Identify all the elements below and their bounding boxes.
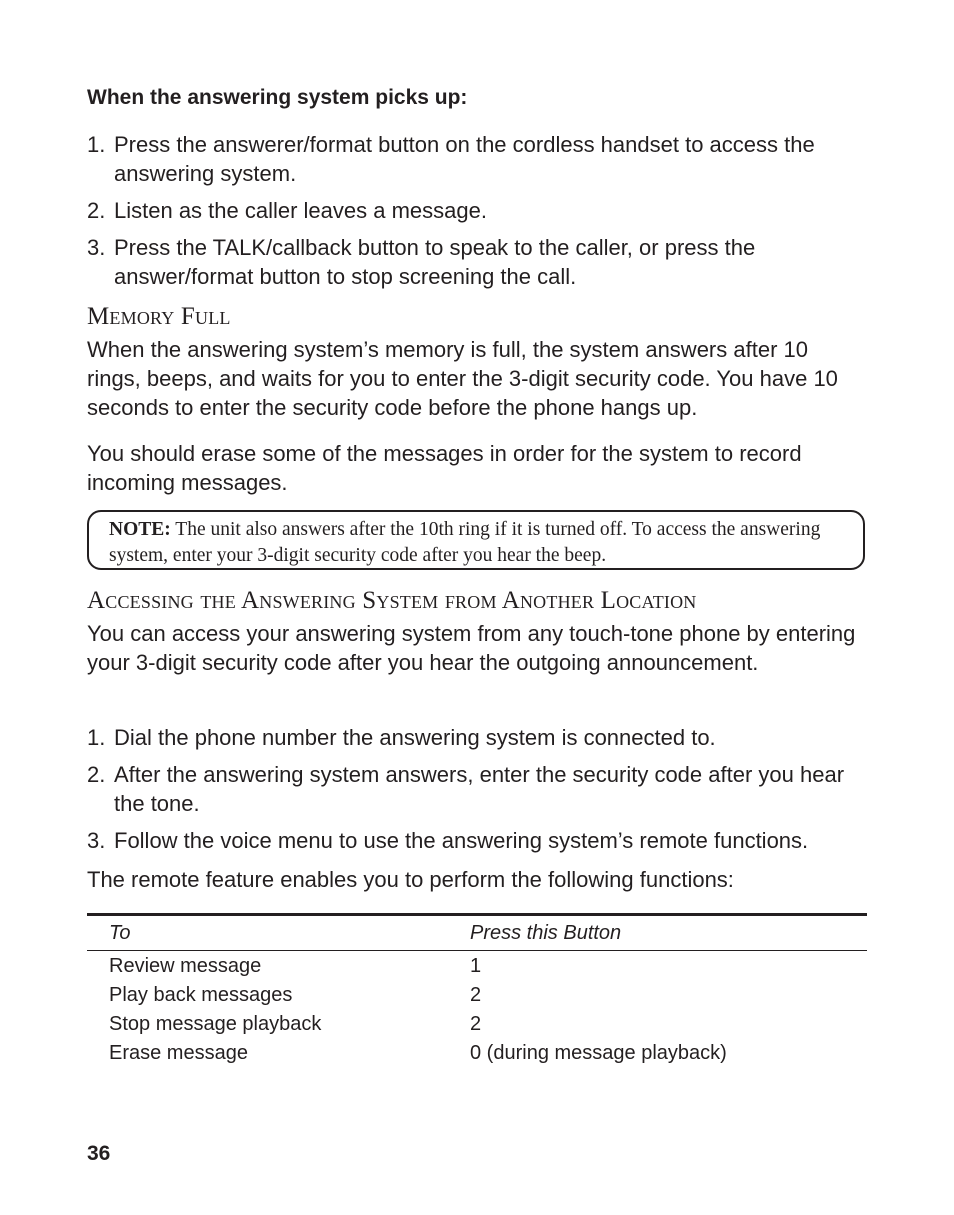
list-item (87, 826, 867, 855)
step-text: Press the TALK/callback button to speak to the caller, or press the answer/format button to stop screening the call. (114, 235, 756, 289)
memory-full-paragraph: When the answering system’s memory is full, the system answers after 10 rings, beeps, and waits for you to enter the 3-digit security code. You have 10 seconds to enter the security code before the phone hangs up. (87, 337, 838, 420)
step-number: 1. (87, 132, 106, 157)
note-text: The unit also answers after the 10th ring if it is turned off. To access the answering system, enter your 3-digit security code after you hear the beep. (109, 519, 821, 566)
step-text: Listen as the caller leaves a message. (114, 198, 487, 223)
header-to: To (109, 921, 131, 944)
header-press: Press this Button (470, 921, 622, 944)
remote-access-intro: You can access your answering system from any touch-tone phone by entering your 3-digit security code after you hear the outgoing announcement. (87, 621, 856, 675)
step-number: 2. (87, 762, 106, 787)
note-box (87, 510, 865, 570)
table-header-row (87, 916, 867, 950)
step-text: Follow the voice menu to use the answering system’s remote functions. (114, 828, 809, 853)
step-number: 3. (87, 235, 106, 260)
step-number: 1. (87, 725, 106, 750)
remote-access-heading: Accessing the Answering System from Another Location (87, 587, 697, 614)
list-item (87, 723, 867, 752)
function-button: 0 (during message playback) (470, 1042, 727, 1064)
list-item (87, 233, 867, 291)
step-text: Press the answerer/format button on the cordless handset to access the answering system. (114, 132, 815, 186)
table-row (87, 981, 867, 1010)
page-number: 36 (87, 1142, 111, 1165)
list-item (87, 130, 867, 188)
remote-access-steps (87, 723, 867, 863)
list-item (87, 196, 867, 225)
function-button: 2 (470, 1013, 482, 1035)
section-lead: When the answering system picks up: (87, 86, 468, 109)
note-label: NOTE: (109, 519, 171, 540)
memory-full-heading: Memory Full (87, 303, 231, 330)
list-item (87, 760, 867, 818)
function-button: 1 (470, 955, 482, 977)
function-name: Erase message (109, 1042, 248, 1064)
function-name: Play back messages (109, 984, 293, 1006)
table-row (87, 1039, 867, 1068)
remote-functions-table (87, 913, 867, 1068)
step-text: Dial the phone number the answering system is connected to. (114, 725, 716, 750)
table-row (87, 1010, 867, 1039)
table-row (87, 952, 867, 981)
function-button: 2 (470, 984, 482, 1006)
erase-messages-paragraph: You should erase some of the messages in order for the system to record incoming messages. (87, 441, 802, 495)
function-name: Review message (109, 955, 262, 977)
step-text: After the answering system answers, enter the security code after you hear the tone. (114, 762, 845, 816)
table-body (87, 951, 867, 1068)
step-number: 2. (87, 198, 106, 223)
function-name: Stop message playback (109, 1013, 322, 1035)
step-number: 3. (87, 828, 106, 853)
functions-intro: The remote feature enables you to perform the following functions: (87, 867, 734, 892)
screening-steps (87, 130, 867, 299)
